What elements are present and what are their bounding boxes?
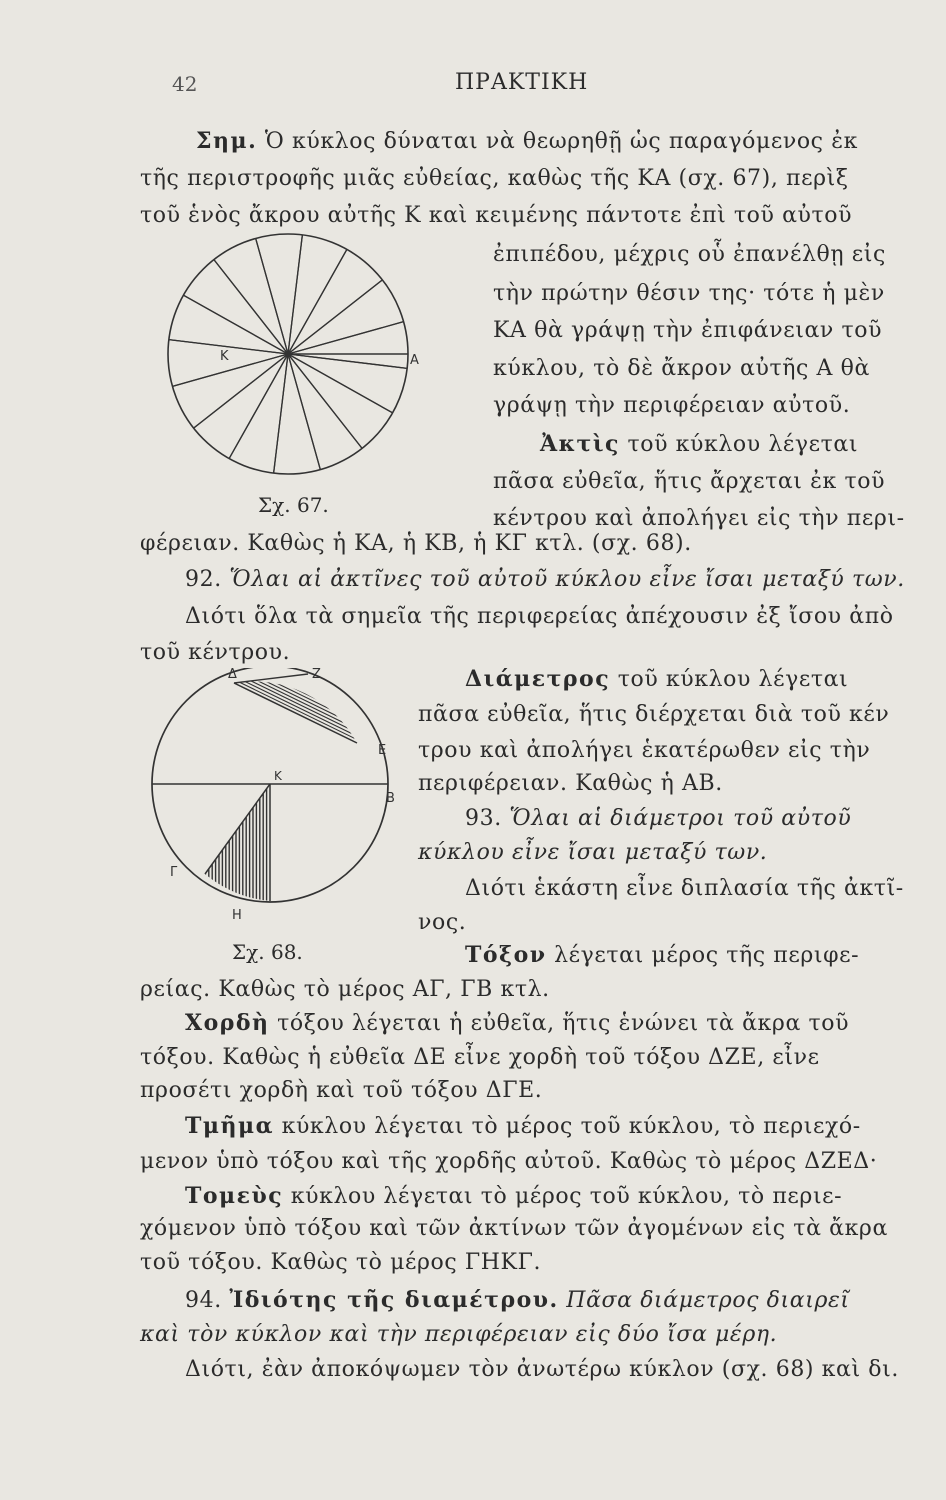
segment-text: κύκλου λέγεται τὸ μέρος τοῦ κύκλου, τὸ περιεχό- bbox=[281, 1114, 861, 1139]
sector-text: κύκλου λέγεται τὸ μέρος τοῦ κύκλου, τὸ περιε- bbox=[290, 1184, 843, 1209]
figure-67 bbox=[148, 224, 448, 524]
diameter-line-1 bbox=[465, 666, 848, 692]
diameter-term: Διάμετρος bbox=[465, 666, 611, 692]
arc-text: λέγεται μέρος τῆς περιφε- bbox=[554, 943, 860, 968]
note-line-4: ἐπιπέδου, μέχρις οὗ ἐπανέλθῃ εἰς bbox=[493, 242, 886, 267]
p93-line-2: κύκλου εἶνε ἴσαι μεταξύ των. bbox=[418, 840, 768, 865]
chord-line-3: προσέτι χορδὴ καὶ τοῦ τόξου ΔΓΕ. bbox=[140, 1078, 543, 1103]
note-term: Σημ. bbox=[196, 128, 258, 154]
fig68-label-zeta: Ζ bbox=[312, 668, 321, 682]
segment-line-1 bbox=[185, 1113, 861, 1139]
p93-line-1 bbox=[465, 806, 851, 831]
fig68-segment-hatch bbox=[256, 668, 410, 693]
radius-text: τοῦ κύκλου λέγεται bbox=[627, 432, 859, 457]
segment-line-2: μενον ὑπὸ τόξου καὶ τῆς χορδῆς αὐτοῦ. Καθὼς τὸ μέρος ΔΖΕΔ· bbox=[140, 1149, 878, 1174]
fig68-caption: Σχ. 68. bbox=[232, 940, 303, 964]
fig68-segment-hatch bbox=[246, 668, 410, 747]
fig67-label-a: Α bbox=[410, 353, 419, 368]
arc-line-2: ρείας. Καθὼς τὸ μέρος ΑΓ, ΓΒ κτλ. bbox=[140, 977, 550, 1002]
segment-term: Τμῆμα bbox=[185, 1113, 275, 1139]
fig68-segment-hatch bbox=[252, 668, 410, 715]
fig68-segment-hatch bbox=[235, 677, 410, 797]
fig68-segment-hatch bbox=[249, 668, 410, 731]
p92-number: 92. bbox=[185, 567, 222, 592]
p92-statement: Ὅλαι αἱ ἀκτῖνες τοῦ αὐτοῦ κύκλου εἶνε ἴσαι μεταξύ των. bbox=[229, 567, 905, 592]
p93-line-4: νος. bbox=[418, 910, 467, 935]
arc-term: Τόξον bbox=[465, 942, 547, 968]
fig68-segment-hatch bbox=[251, 668, 410, 721]
note-line-8: γράψῃ τὴν περιφέρειαν αὐτοῦ. bbox=[493, 393, 851, 418]
sector-line-3: τοῦ τόξου. Καθὼς τὸ μέρος ΓΗΚΓ. bbox=[140, 1250, 542, 1275]
note-line-6: ΚΑ θὰ γράψῃ τὴν ἐπιφάνειαν τοῦ bbox=[493, 318, 883, 343]
chord-term: Χορδὴ bbox=[185, 1010, 270, 1036]
radius-term: Ἀκτὶς bbox=[540, 431, 620, 457]
fig68-segment-hatch bbox=[237, 668, 410, 787]
fig68-segment-hatch bbox=[258, 668, 410, 684]
sector-line-1 bbox=[185, 1183, 842, 1209]
chord-line-2: τόξου. Καθὼς ἡ εὐθεῖα ΔΕ εἶνε χορδὴ τοῦ τόξου ΔΖΕ, εἶνε bbox=[140, 1045, 820, 1070]
p92-line-1 bbox=[185, 567, 905, 592]
fig67-label-k: Κ bbox=[220, 349, 229, 364]
sector-term: Τομεὺς bbox=[185, 1183, 284, 1209]
fig68-label-gamma: Γ bbox=[170, 865, 178, 880]
p94-line-1 bbox=[185, 1287, 850, 1313]
fig68-label-delta: Δ bbox=[228, 668, 237, 682]
fig68-segment-hatch bbox=[256, 668, 410, 696]
fig68-label-kappa: Κ bbox=[274, 769, 282, 783]
fig67-caption: Σχ. 67. bbox=[258, 493, 329, 517]
diameter-line-2: πᾶσα εὐθεῖα, ἥτις διέρχεται διὰ τοῦ κέν bbox=[418, 702, 890, 727]
diameter-line-4: περιφέρειαν. Καθὼς ἡ ΑΒ. bbox=[418, 771, 723, 796]
fig68-segment-hatch bbox=[246, 668, 410, 743]
fig68-line-dz bbox=[234, 674, 308, 683]
p92-line-3: τοῦ κέντρου. bbox=[140, 640, 291, 665]
figure-68 bbox=[150, 668, 410, 933]
p93-line-3: Διότι ἑκάστη εἶνε διπλασία τῆς ἀκτῖ- bbox=[465, 876, 904, 901]
p94-term: Ἰδιότης τῆς διαμέτρου. bbox=[229, 1287, 559, 1313]
page-number: 42 bbox=[172, 72, 198, 96]
radius-line-1 bbox=[540, 431, 858, 457]
arc-line-1 bbox=[465, 942, 859, 968]
p94-line-3: Διότι, ἐὰν ἀποκόψωμεν τὸν ἀνωτέρω κύκλον (σχ. 68) καὶ δι. bbox=[185, 1357, 899, 1382]
fig68-segment-hatch bbox=[230, 702, 410, 822]
fig68-segment-hatch bbox=[257, 668, 410, 690]
fig68-label-beta: Β bbox=[386, 791, 395, 806]
radius-line-2: πᾶσα εὐθεῖα, ἥτις ἄρχεται ἐκ τοῦ bbox=[493, 469, 886, 494]
note-text: Ὁ κύκλος δύναται νὰ θεωρηθῇ ὡς παραγόμενος ἐκ bbox=[264, 129, 858, 154]
radius-line-3: κέντρου καὶ ἀπολήγει εἰς τὴν περι- bbox=[493, 506, 905, 531]
note-line-7: κύκλου, τὸ δὲ ἄκρον αὐτῆς Α θὰ bbox=[493, 356, 870, 381]
fig68-segment-hatch bbox=[235, 680, 410, 800]
chord-line-1 bbox=[185, 1010, 849, 1036]
note-line-3: τοῦ ἑνὸς ἄκρου αὐτῆς Κ καὶ κειμένης πάντοτε ἐπὶ τοῦ αὐτοῦ bbox=[140, 203, 853, 228]
p93-statement: Ὅλαι αἱ διάμετροι τοῦ αὐτοῦ bbox=[509, 806, 852, 831]
fig68-segment-hatch bbox=[253, 668, 410, 709]
fig68-label-eta: Η bbox=[232, 908, 242, 923]
note-line-5: τὴν πρώτην θέσιν της· τότε ἡ μὲν bbox=[493, 281, 885, 306]
p93-number: 93. bbox=[465, 806, 502, 831]
fig68-segment-hatch bbox=[237, 670, 410, 790]
note-line-2: τῆς περιστροφῆς μιᾶς εὐθείας, καθὼς τῆς ΚΑ (σχ. 67), περὶξ bbox=[140, 166, 849, 191]
fig68-segment-hatch bbox=[236, 674, 410, 794]
diameter-text: τοῦ κύκλου λέγεται bbox=[617, 667, 849, 692]
sector-line-2: χόμενον ὑπὸ τόξου καὶ τῶν ἀκτίνων τῶν ἀγομένων εἰς τὰ ἄκρα bbox=[140, 1216, 888, 1241]
chord-text: τόξου λέγεται ἡ εὐθεῖα, ἥτις ἑνώνει τὰ ἄκρα τοῦ bbox=[277, 1011, 850, 1036]
running-header: ΠΡΑΚΤΙΚΗ bbox=[455, 70, 589, 95]
fig68-segment-hatch bbox=[259, 668, 410, 681]
diameter-line-3: τρου καὶ ἀπολήγει ἑκατέρωθεν εἰς τὴν bbox=[418, 738, 871, 763]
p94-number: 94. bbox=[185, 1288, 222, 1313]
note-line-1 bbox=[196, 128, 858, 154]
p94-line-2: καὶ τὸν κύκλον καὶ τὴν περιφέρειαν εἰς δύο ἴσα μέρη. bbox=[140, 1322, 778, 1347]
radius-line-4: φέρειαν. Καθὼς ἡ ΚΑ, ἡ ΚΒ, ἡ ΚΓ κτλ. (σχ. 68). bbox=[140, 531, 692, 556]
fig68-segment-hatch bbox=[238, 668, 410, 781]
p92-line-2: Διότι ὅλα τὰ σημεῖα τῆς περιφερείας ἀπέχουσιν ἐξ ἴσου ἀπὸ bbox=[185, 604, 894, 629]
p94-statement: Πᾶσα διάμετρος διαιρεῖ bbox=[566, 1288, 850, 1313]
fig68-label-epsilon: Ε bbox=[378, 743, 387, 758]
fig68-segment-hatch bbox=[260, 668, 410, 678]
